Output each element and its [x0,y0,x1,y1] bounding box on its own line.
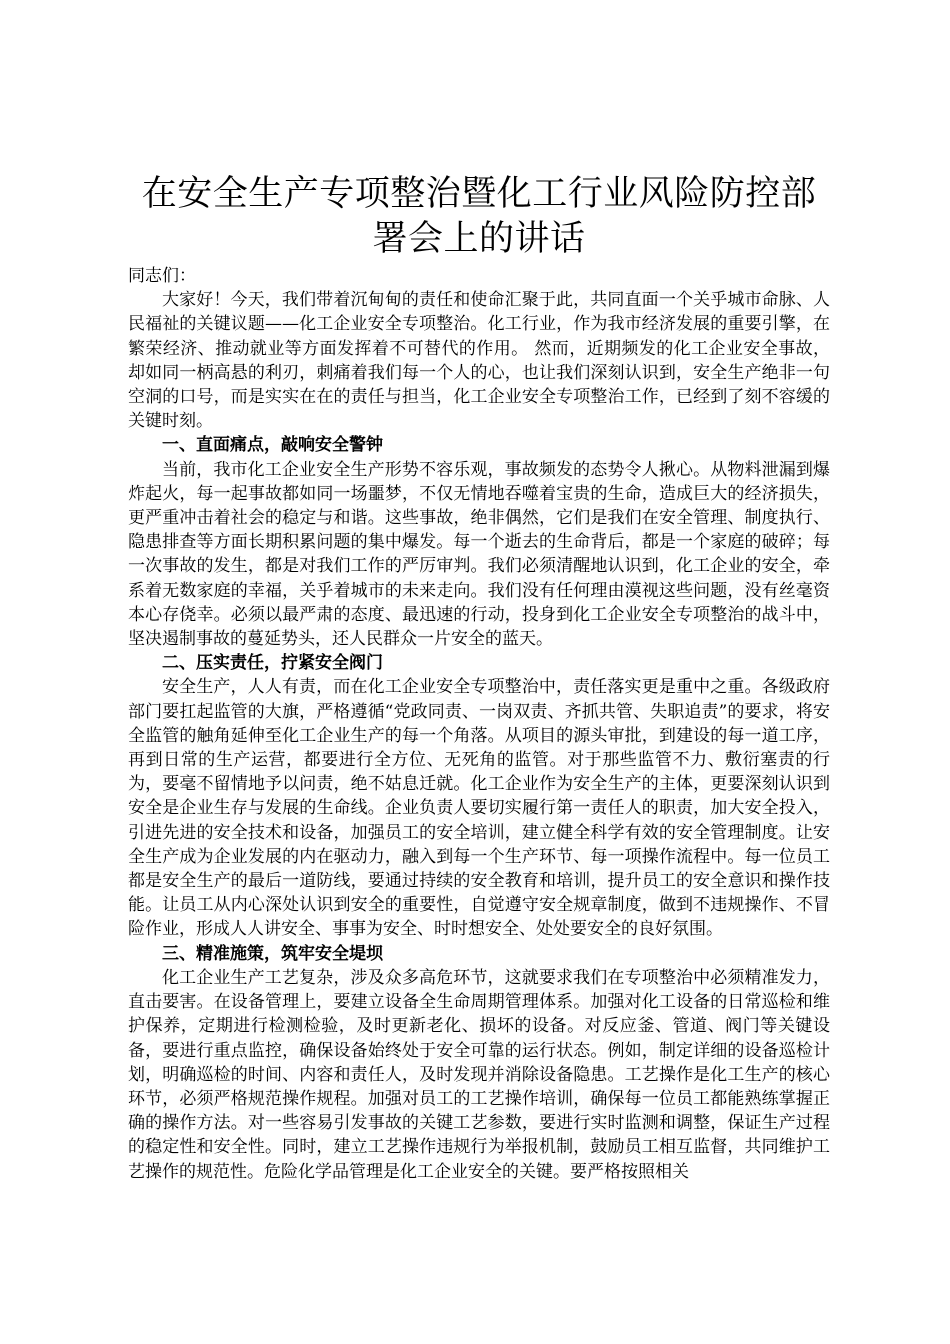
intro-paragraph: 大家好！今天，我们带着沉甸甸的责任和使命汇聚于此，共同直面一个关乎城市命脉、人民福祉的关键议题——化工企业安全专项整治。化工行业，作为我市经济发展的重要引擎，在繁荣经济、推动就业等方面发挥着不可替代的作用。 然而，近期频发的化工企业安全事故，却如同一柄高悬的利刃，刺痛着我们每一个人的心，也让我们深刻认识到，安全生产绝非一句空洞的口号，而是实实在在的责任与担当，化工企业安全专项整治工作，已经到了刻不容缓的关键时刻。 [128,290,830,432]
document-page [128,172,830,1184]
section-heading: 三、精准施策，筑牢安全堤坝 [162,943,383,964]
section-paragraph: 当前，我市化工企业安全生产形势不容乐观，事故频发的态势令人揪心。从物料泄漏到爆炸起火，每一起事故都如同一场噩梦，不仅无情地吞噬着宝贵的生命，造成巨大的经济损失，更严重冲击着社会的稳定与和谐。这些事故，绝非偶然，它们是我们在安全管理、制度执行、隐患排查等方面长期积累问题的集中爆发。每一个逝去的生命背后，都是一个家庭的破碎；每一次事故的发生，都是对我们工作的严厉审判。我们必须清醒地认识到，化工企业的安全，牵系着无数家庭的幸福，关乎着城市的未来走向。我们没有任何理由漠视这些问题，没有丝毫资本心存侥幸。必须以最严肃的态度、最迅速的行动，投身到化工企业安全专项整治的战斗中，坚决遏制事故的蔓延势头，还人民群众一片安全的蓝天。 [128,459,830,650]
section-paragraph: 化工企业生产工艺复杂，涉及众多高危环节，这就要求我们在专项整治中必须精准发力，直击要害。在设备管理上，要建立设备全生命周期管理体系。加强对化工设备的日常巡检和维护保养，定期进行检测检验，及时更新老化、损坏的设备。对反应釜、管道、阀门等关键设备，要进行重点监控，确保设备始终处于安全可靠的运行状态。例如，制定详细的设备巡检计划，明确巡检的时间、内容和责任人，及时发现并消除设备隐患。工艺操作是化工生产的核心环节，必须严格规范操作规程。加强对员工的工艺操作培训，确保每一位员工都能熟练掌握正确的操作方法。对一些容易引发事故的关键工艺参数，要进行实时监测和调整，保证生产过程的稳定性和安全性。同时，建立工艺操作违规行为举报机制，鼓励员工相互监督，共同维护工艺操作的规范性。危险化学品管理是化工企业安全的关键。要严格按照相关 [128,967,830,1182]
section-heading: 一、直面痛点，敲响安全警钟 [162,435,383,456]
section-paragraph: 安全生产，人人有责，而在化工企业安全专项整治中，责任落实更是重中之重。各级政府部门要扛起监管的大旗，严格遵循“党政同责、一岗双责、齐抓共管、失职追责”的要求，将安全监管的触角延伸至化工企业生产的每一个角落。从项目的源头审批，到建设的每一道工序，再到日常的生产运营，都要进行全方位、无死角的监管。对于那些监管不力、敷衍塞责的行为，要毫不留情地予以问责，绝不姑息迁就。化工企业作为安全生产的主体，更要深刻认识到安全是企业生存与发展的生命线。企业负责人要切实履行第一责任人的职责，加大安全投入，引进先进的安全技术和设备，加强员工的安全培训，建立健全科学有效的安全管理制度。让安全生产成为企业发展的内在驱动力，融入到每一个生产环节、每一项操作流程中。每一位员工都是安全生产的最后一道防线，要通过持续的安全教育和培训，提升员工的安全意识和操作技能。让员工从内心深处认识到安全的重要性，自觉遵守安全规章制度，做到不违规操作、不冒险作业，形成人人讲安全、事事为安全、时时想安全、处处要安全的良好氛围。 [128,677,830,940]
section-heading: 二、压实责任，拧紧安全阀门 [162,653,383,674]
salutation: 同志们： [128,266,196,286]
document-title: 在安全生产专项整治暨化工行业风险防控部署会上的讲话 [141,174,817,259]
